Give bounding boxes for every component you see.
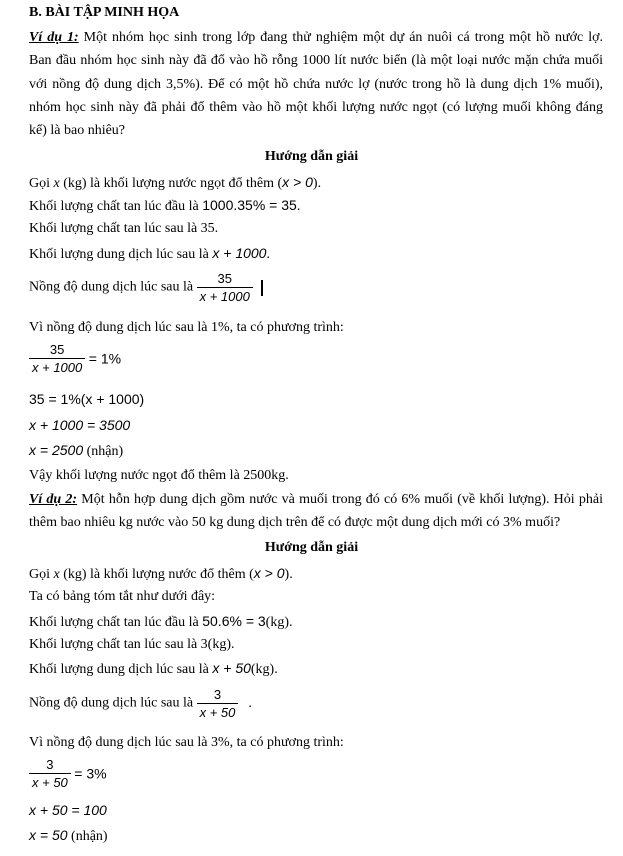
example1-final-mass: Khối lượng dung dịch lúc sau là x + 1000. xyxy=(29,245,270,262)
example1-equation-4: x = 2500 (nhận) xyxy=(29,442,124,459)
example1-concentration-fraction: $\frac{35}{x + 1000}$ xyxy=(197,272,253,303)
example1-final-concentration: Nồng độ dung dịch lúc sau là $\frac{35}{x + 1000}$ xyxy=(29,272,263,303)
example1-equation-1: $\frac{35}{x + 1000}$ = 1% xyxy=(29,343,121,374)
example2-equation-intro: Vì nồng độ dung dịch lúc sau là 3%, ta có phương trình: xyxy=(29,735,344,750)
example1-equation-3: x + 1000 = 3500 xyxy=(29,417,131,433)
example2-let-variable: Gọi x (kg) là khối lượng nước đổ thêm (x > 0). xyxy=(29,565,293,582)
example1-initial-solute: Khối lượng chất tan lúc đầu là 1000.35% = 35. xyxy=(29,197,301,214)
example2-equation-1: $\frac{3}{x + 50}$ = 3% xyxy=(29,758,107,789)
example1-let-variable: Gọi x (kg) là khối lượng nước ngọt đổ thêm (x > 0). xyxy=(29,174,322,191)
example1-problem-line-5: kể) là bao nhiêu? xyxy=(29,123,126,138)
example2-final-mass: Khối lượng dung dịch lúc sau là x + 50(kg). xyxy=(29,660,278,677)
example2-solution-heading: Hướng dẫn giải xyxy=(264,540,359,555)
example2-equation-2: x + 50 = 100 xyxy=(29,802,107,818)
example2-equation-3: x = 50 (nhận) xyxy=(29,827,108,844)
example2-problem-line-2: thêm bao nhiêu kg nước vào 50 kg dung dịch trên để có được một dung dịch mới có 3% muối? xyxy=(29,515,561,530)
example1-problem-line-4: nhóm học sinh này đã phải đổ thêm vào hồ một khối lượng nước ngọt (có lượng muối không đáng xyxy=(29,100,603,115)
example2-initial-solute: Khối lượng chất tan lúc đầu là 50.6% = 3(kg). xyxy=(29,613,293,630)
example1-final-solute: Khối lượng chất tan lúc sau là 35. xyxy=(29,221,219,236)
example1-problem-line-2: Ban đầu nhóm học sinh này đã đổ vào hồ rỗng 1000 lít nước biển (là một loại nước mặn chứa muối xyxy=(29,53,603,68)
example2-table-intro: Ta có bảng tóm tắt như dưới đây: xyxy=(29,589,216,604)
example2-concentration-fraction: $\frac{3}{x + 50}$ xyxy=(197,688,239,719)
example1-equation-intro: Vì nồng độ dung dịch lúc sau là 1%, ta có phương trình: xyxy=(29,320,344,335)
example2-label: Ví dụ 2: xyxy=(29,492,78,507)
example1-problem-line-1: Ví dụ 1: Một nhóm học sinh trong lớp đang thử nghiệm một dự án nuôi cá trong một hồ nước lợ. xyxy=(29,30,603,45)
example1-label: Ví dụ 1: xyxy=(29,30,79,45)
example1-conclusion: Vậy khối lượng nước ngọt đổ thêm là 2500kg. xyxy=(29,468,289,483)
example1-solution-heading: Hướng dẫn giải xyxy=(264,149,359,164)
example1-equation-2: 35 = 1%(x + 1000) xyxy=(29,391,145,407)
example1-problem-line-3: với nồng độ dung dịch 3,5%). Để có một hồ chứa nước lợ (nước trong hồ là dung dịch 1% muối), xyxy=(29,77,603,92)
example2-final-concentration: Nồng độ dung dịch lúc sau là $\frac{3}{x + 50}$ . xyxy=(29,687,252,720)
text-cursor xyxy=(261,280,263,296)
example2-problem-line-1: Ví dụ 2: Một hỗn hợp dung dịch gồm nước và muối trong đó có 6% muối (về khối lượng). Hỏi phải xyxy=(29,492,603,507)
example2-final-solute: Khối lượng chất tan lúc sau là 3(kg). xyxy=(29,637,235,652)
section-title: B. BÀI TẬP MINH HỌA xyxy=(29,5,180,20)
